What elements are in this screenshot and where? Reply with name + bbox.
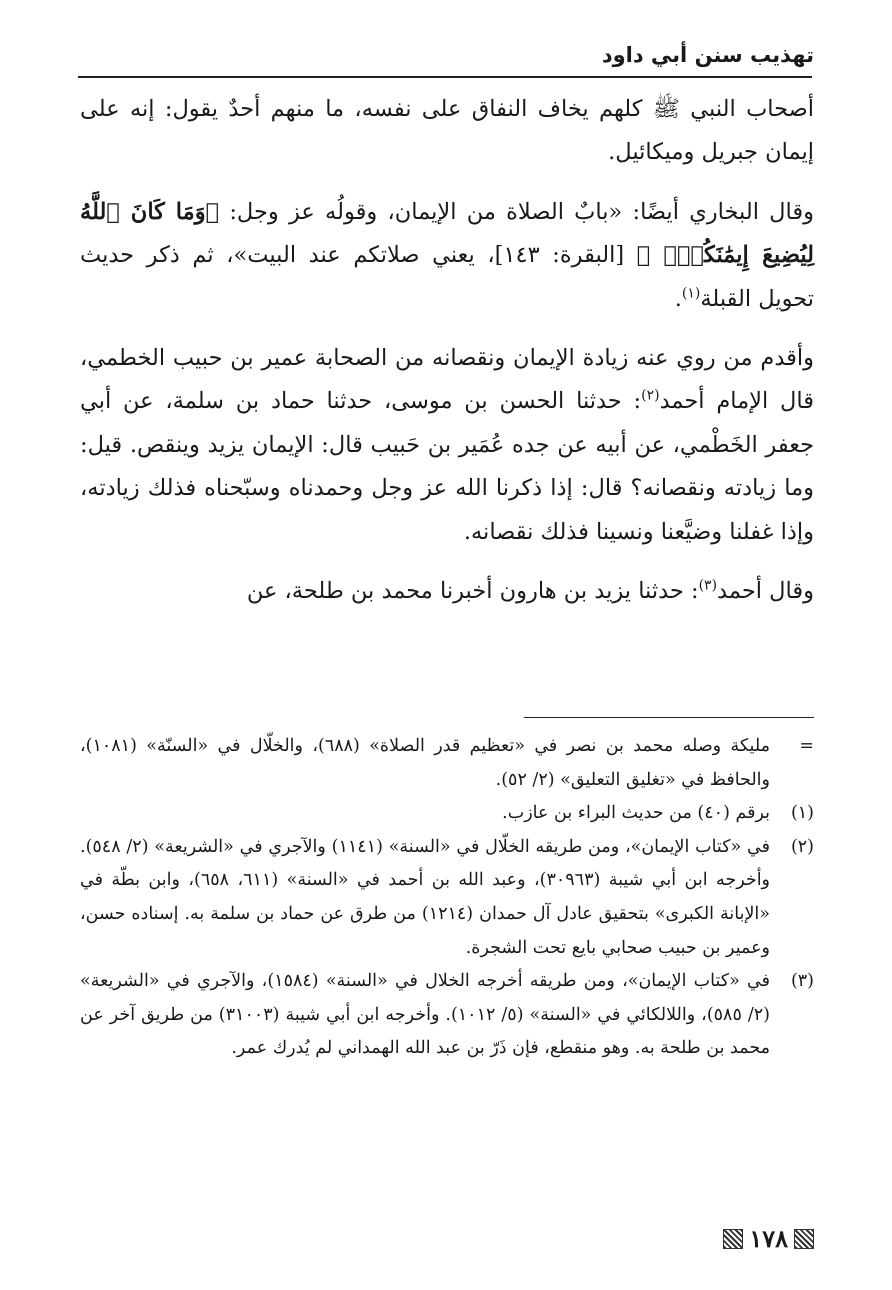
- footnote-text: برقم (٤٠) من حديث البراء بن عازب.: [502, 803, 770, 824]
- footnotes: [80, 730, 814, 1066]
- footnote-1: [80, 797, 814, 831]
- footnote-ref-3[interactable]: (٣): [698, 577, 718, 594]
- ornament-icon: [723, 1229, 743, 1249]
- page-number: ١٧٨: [749, 1224, 788, 1253]
- ornament-icon: [794, 1229, 814, 1249]
- quran-verse: ﴿وَمَا كَانَ ٱللَّهُ لِيُضِيعَ إِيمَٰنَكُمْۚ ﴾: [80, 198, 814, 269]
- footnote-separator: [524, 717, 814, 718]
- footnote-text: في «كتاب الإيمان»، ومن طريقه الخلّال في «السنة» (١١٤١) والآجري في «الشريعة» (٢/ ٥٤٨). وأخرجه ابن أبي شيبة (٣٠٩٦٣)، وعبد الله بن أحمد في «السنة» (٦١١، ٦٥٨)، وابن بطّة في «الإبانة الكبرى» بتحقيق عادل آل حمدان (١٢١٤) من طرق عن حماد بن سلمة به. إسناده حسن، وعمير بن حبيب صحابي بايع تحت الشجرة.: [80, 836, 771, 958]
- footnote-text: مليكة وصله محمد بن نصر في «تعظيم قدر الصلاة» (٦٨٨)، والخلّال في «السنّة» (١٠٨١)، والحافظ في «تغليق التعليق» (٢/ ٥٢).: [80, 736, 770, 790]
- page-number-block: [723, 1224, 814, 1254]
- paragraph-2-rest: ، يعني صلاتكم عند البيت»، ثم ذكر حديث تحويل القبلة: [80, 242, 814, 312]
- paragraph-3-rest: : حدثنا الحسن بن موسى، حدثنا حماد بن سلمة، عن أبي جعفر الخَطْمي، عن أبيه عن جده عُمَير بن حَبيب قال: الإيمان يزيد وينقص. قيل: وما زيادته ونقصانه؟ قال: إذا ذكرنا الله عز وجل وحمدناه وسبّحناه فذلك زيادته، وإذا غفلنا وضيَّعنا ونسينا فذلك نقصانه.: [80, 388, 814, 545]
- paragraph-4: [80, 570, 814, 613]
- footnote-marker: (٣): [790, 971, 814, 992]
- paragraph-3-intro: وأقدم من روي عنه زيادة الإيمان ونقصانه من الصحابة عمير بن حبيب الخطمي، قال الإمام أحمد: [80, 345, 814, 415]
- paragraph-3: [80, 337, 814, 554]
- quran-citation: [البقرة: ١٤٣]: [494, 242, 637, 269]
- footnote-marker: =: [799, 736, 814, 756]
- paragraph-1: أصحاب النبي ﷺ كلهم يخاف النفاق على نفسه، ما منهم أحدٌ يقول: إنه على إيمان جبريل وميكائيل.: [80, 96, 814, 166]
- footnote-text: في «كتاب الإيمان»، ومن طريقه أخرجه الخلال في «السنة» (١٥٨٤)، والآجري في «الشريعة» (٢/ ٥٨٥)، واللالكائي في «السنة» (٥/ ١٠١٢). وأخرجه ابن أبي شيبة (٣١٠٠٣) من طريق آخر عن محمد بن طلحة به. وهو منقطع، فإن ذَرّ بن عبد الله الهمداني لم يُدرك عمر.: [80, 971, 770, 1059]
- paragraph-2-intro: وقال البخاري أيضًا: «بابٌ الصلاة من الإيمان، وقولُه عز وجل:: [219, 198, 815, 225]
- main-text: [80, 88, 814, 613]
- footnote-ref-2[interactable]: (٢): [641, 387, 660, 404]
- paragraph-2: [80, 191, 814, 321]
- paragraph-4-intro: وقال أحمد: [717, 578, 814, 605]
- paragraph-2-end: .: [674, 285, 682, 312]
- footnote-3: [80, 965, 814, 1066]
- header-rule: [78, 76, 812, 78]
- footnote-ref-1[interactable]: (١): [681, 285, 701, 302]
- footnote-2: [80, 831, 814, 965]
- paragraph-4-rest: : حدثنا يزيد بن هارون أخبرنا محمد بن طلحة، عن: [246, 578, 699, 605]
- running-header-title: تهذيب سنن أبي داود: [601, 43, 814, 67]
- footnote-marker: (١): [790, 803, 814, 824]
- footnote-continuation: [80, 730, 814, 797]
- footnote-marker: (٢): [790, 836, 814, 857]
